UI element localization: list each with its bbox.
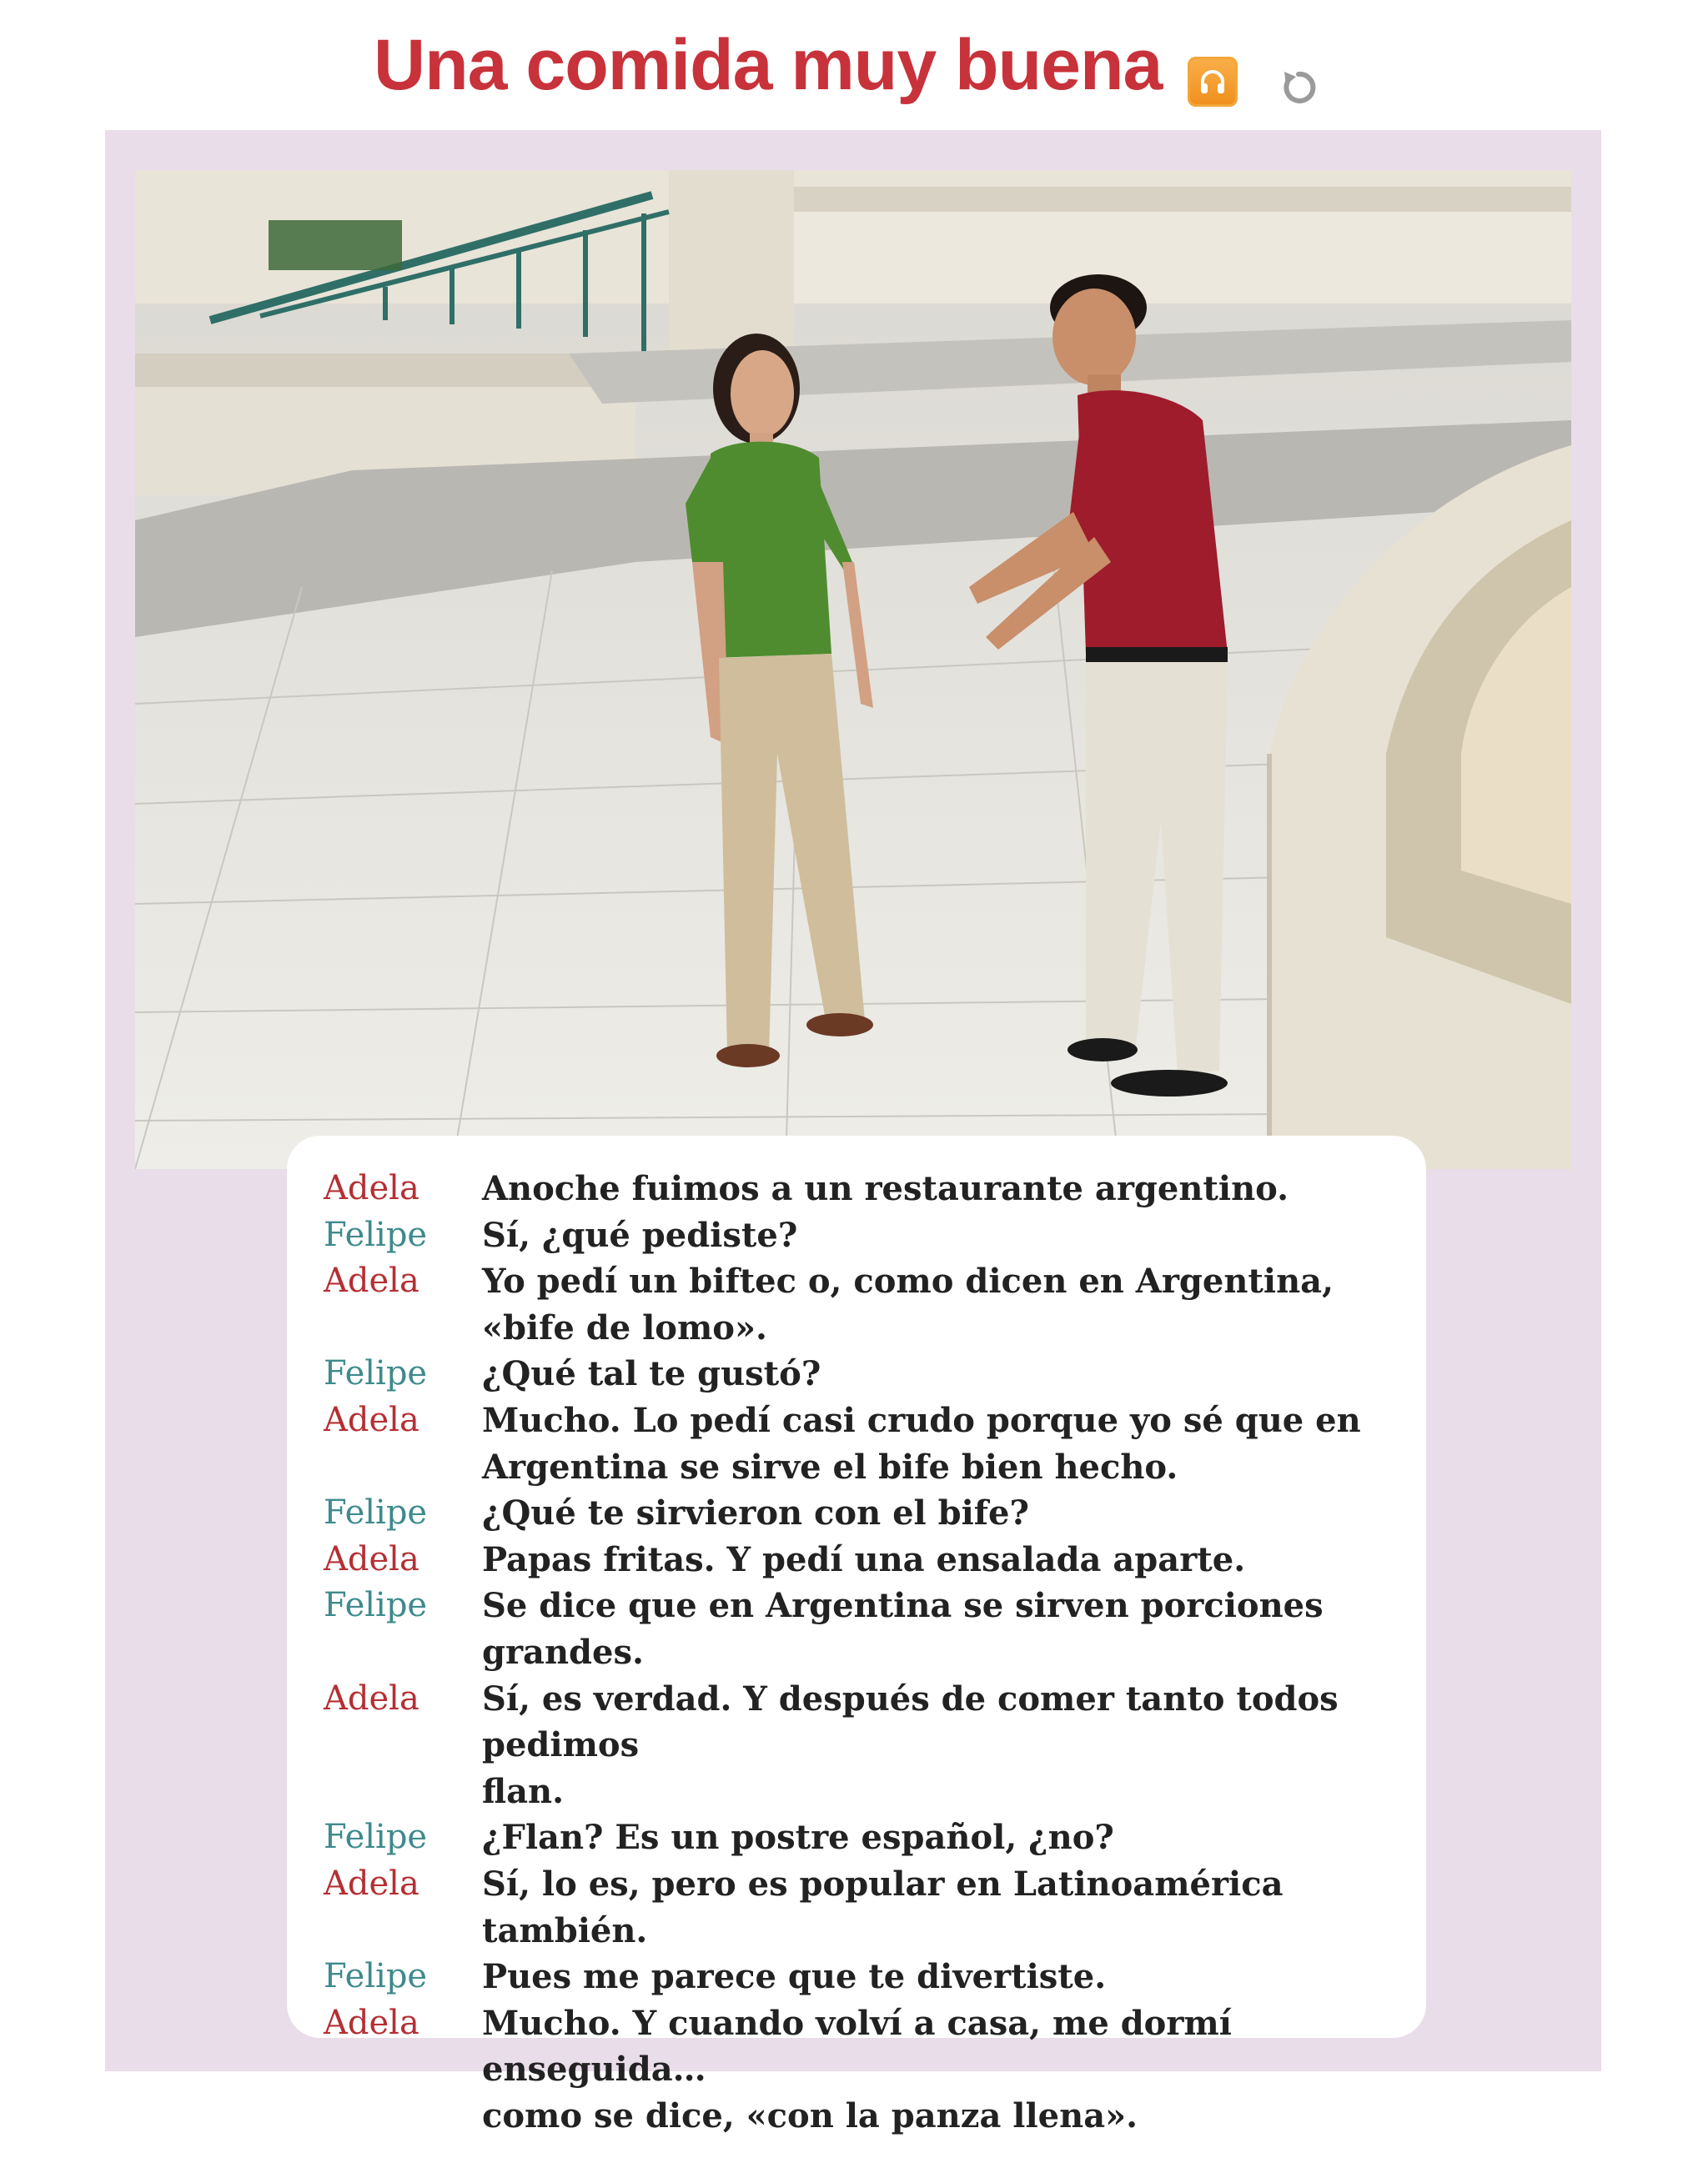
dialogue-line	[324, 1954, 1408, 2000]
dialogue-line	[324, 1676, 1408, 1815]
photo-illustration	[135, 170, 1571, 1169]
speaker-name: Adela	[324, 1864, 419, 1903]
dialogue-text: ¿Flan? Es un postre español, ¿no?	[482, 1818, 1114, 1858]
dialogue-line	[324, 1861, 1408, 1954]
dialogue-text: Anoche fuimos a un restaurante argentino.	[482, 1169, 1289, 1208]
dialogue-line	[324, 1258, 1408, 1351]
dialogue-line	[324, 1490, 1408, 1537]
dialogue-line	[324, 2000, 1408, 2140]
refresh-icon	[1276, 65, 1321, 110]
speaker-name: Adela	[324, 1539, 419, 1578]
audio-button[interactable]	[1188, 57, 1238, 107]
dialogue-line	[324, 1212, 1408, 1259]
speaker-name: Felipe	[324, 1957, 428, 1996]
dialogue-line	[324, 1351, 1408, 1398]
dialogue-text: ¿Qué te sirvieron con el bife?	[482, 1493, 1029, 1533]
speaker-name: Felipe	[324, 1354, 428, 1393]
speaker-name: Adela	[324, 2003, 419, 2042]
dialogue-text: Se dice que en Argentina se sirven porciones grandes.	[482, 1586, 1324, 1672]
dialogue-line	[324, 1166, 1408, 1212]
dialogue-line	[324, 1583, 1408, 1675]
dialogue-text: ¿Qué tal te gustó?	[482, 1354, 821, 1394]
speaker-name: Felipe	[324, 1493, 428, 1533]
speaker-name: Felipe	[324, 1215, 428, 1254]
dialogue-list	[324, 1166, 1408, 2139]
title-row	[0, 23, 1708, 115]
dialogue-card	[287, 1136, 1426, 2135]
speaker-name: Adela	[324, 1679, 419, 1718]
content-panel	[105, 130, 1601, 2135]
speaker-name: Adela	[324, 1262, 419, 1301]
headphones-icon	[1196, 65, 1229, 98]
speaker-name: Adela	[324, 1400, 419, 1439]
refresh-button[interactable]	[1276, 65, 1321, 110]
dialogue-text: Sí, lo es, pero es popular en Latinoamérica también.	[482, 1864, 1284, 1950]
dialogue-line	[324, 1537, 1408, 1583]
dialogue-line	[324, 1814, 1408, 1861]
speaker-name: Felipe	[324, 1818, 428, 1857]
speaker-name: Adela	[324, 1169, 419, 1207]
dialogue-line	[324, 1398, 1408, 1490]
speaker-name: Felipe	[324, 1586, 428, 1625]
dialogue-text: Sí, ¿qué pediste?	[482, 1215, 798, 1255]
dialogue-text: Pues me parece que te divertiste.	[482, 1957, 1107, 1997]
page-title: Una comida muy buena	[374, 25, 1163, 105]
scene-photo	[135, 170, 1571, 1169]
dialogue-text: Mucho. Y cuando volví a casa, me dormí enseguida… como se dice, «con la panza llena».	[482, 2003, 1232, 2135]
dialogue-text: Mucho. Lo pedí casi crudo porque yo sé que en Argentina se sirve el bife bien hecho.	[482, 1400, 1361, 1487]
dialogue-text: Sí, es verdad. Y después de comer tanto todos pedimos flan.	[482, 1679, 1339, 1811]
dialogue-text: Yo pedí un biftec o, como dicen en Argentina, «bife de lomo».	[482, 1262, 1334, 1347]
dialogue-text: Papas fritas. Y pedí una ensalada aparte.	[482, 1539, 1246, 1579]
